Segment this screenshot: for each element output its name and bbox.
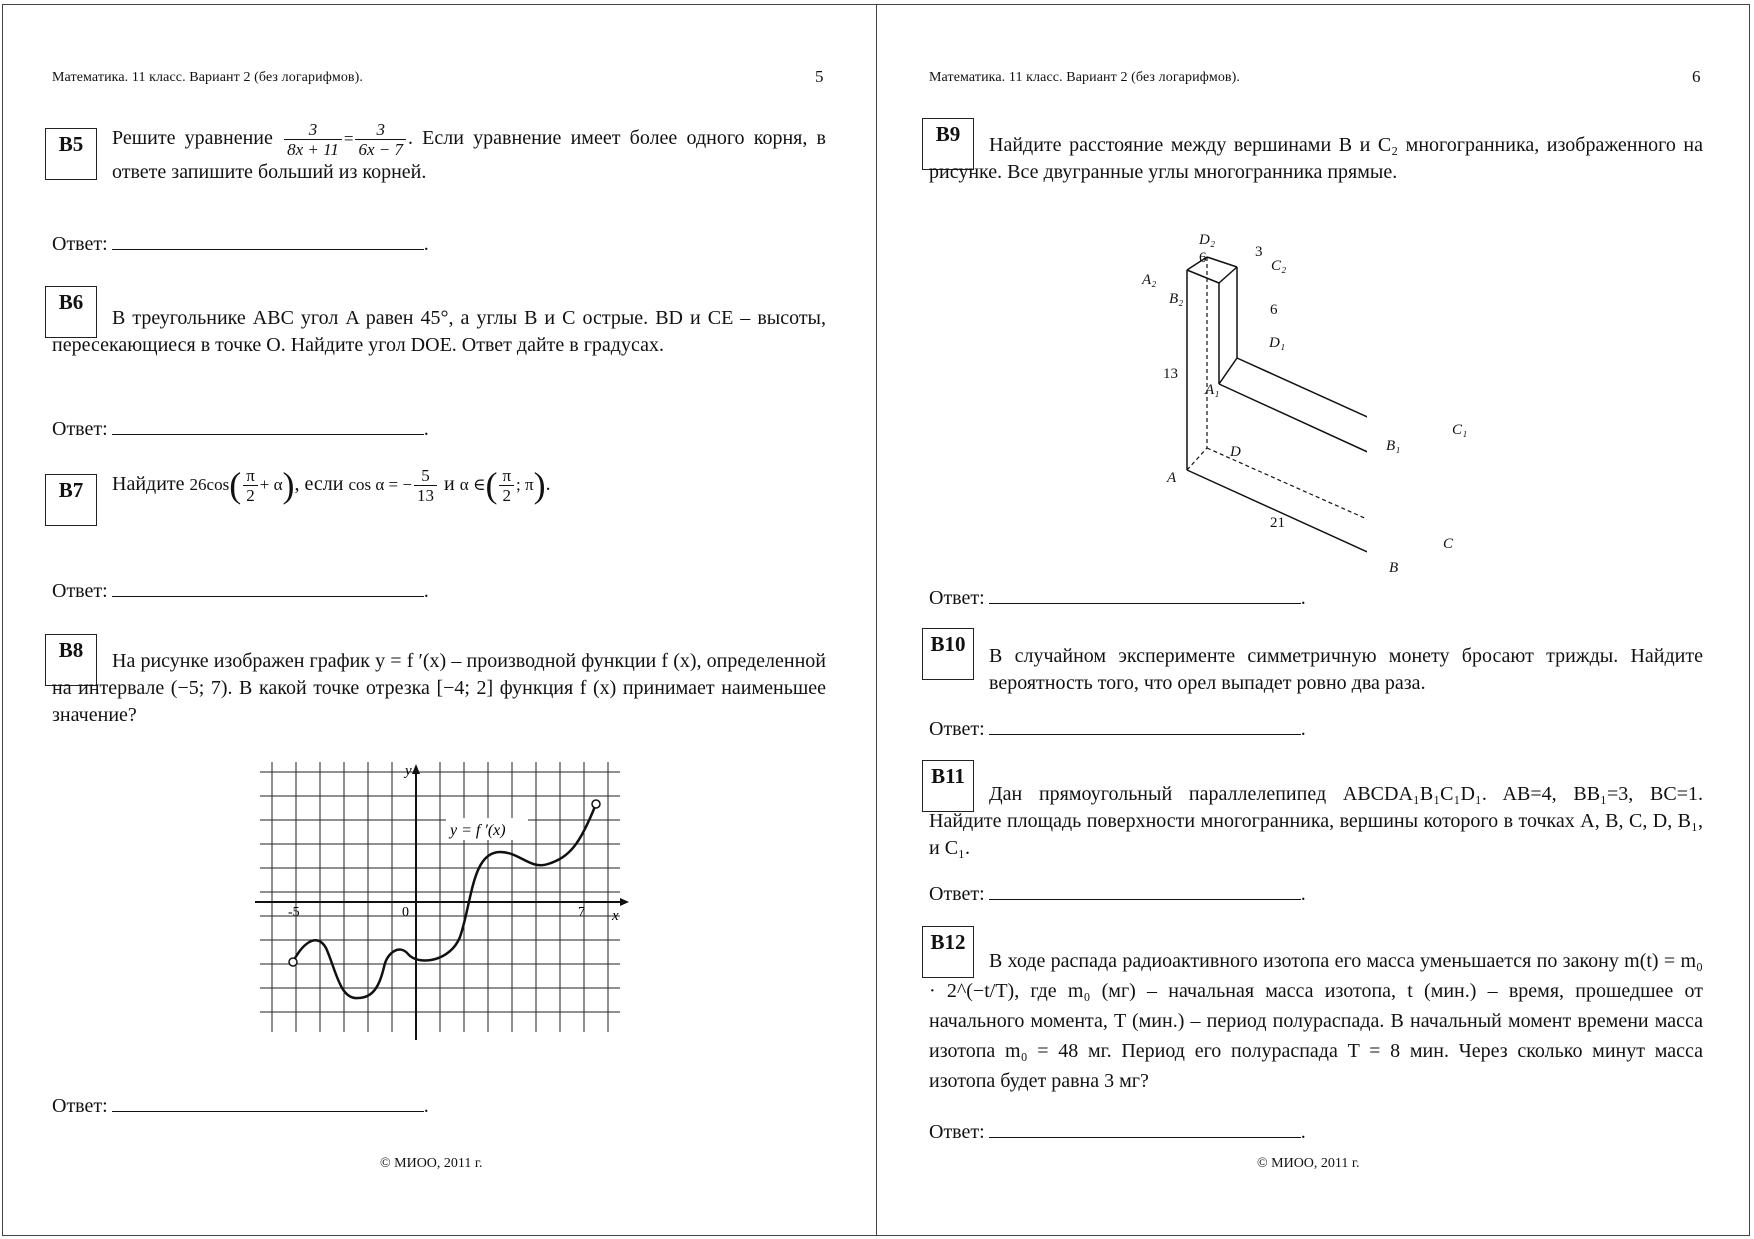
tick-label-minus5: -5 <box>288 905 300 920</box>
task-b9-text: Найдите расстояние между вершинами B и C₂ многогранника, изображенного на рисунке. Все двугранные углы многогранника прямые. <box>929 134 1703 183</box>
task-b10-text: В случайном эксперименте симметричную монету бросают трижды. Найдите вероятность того, что орел выпадет ровно два раза. <box>989 645 1703 694</box>
right-page <box>877 0 1754 1239</box>
answer-line[interactable] <box>112 576 424 597</box>
task-label-b6: B6 <box>45 286 97 338</box>
task-label-b9: B9 <box>922 118 974 170</box>
vertex-label-c: C <box>1443 536 1454 552</box>
graph-grid <box>260 762 620 1032</box>
task-b12-text: В ходе распада радиоактивного изотопа его масса уменьшается по закону m(t) = m₀ · 2^(−t/T), где m₀ (мг) – начальная масса изотопа, t (мин.) – время, прошедшее от начального момента, T (мин.) – период полураспада. В начальный момент времени масса изотопа m₀ = 48 мг. Период его полураспада T = 8 мин. Через сколько минут масса изотопа будет равна 3 мг? <box>929 950 1703 1092</box>
graph-axes <box>255 772 620 1040</box>
page-footer: © МИОО, 2011 г. <box>380 1156 483 1171</box>
open-endpoint-right <box>592 800 600 808</box>
page-header: Математика. 11 класс. Вариант 2 (без логарифмов). <box>929 70 1240 85</box>
vertex-label-a1: A₁ <box>1205 382 1220 398</box>
task-label-b10: B10 <box>922 628 974 680</box>
dimension-3: 3 <box>1255 244 1263 260</box>
page-footer: © МИОО, 2011 г. <box>1257 1156 1360 1171</box>
task-label-b7: B7 <box>45 474 97 526</box>
answer-b6: Ответ: . <box>52 414 429 441</box>
answer-b5: Ответ: . <box>52 229 429 256</box>
vertex-label-a: A <box>1167 470 1177 486</box>
page-number: 5 <box>815 67 824 86</box>
page-header: Математика. 11 класс. Вариант 2 (без логарифмов). <box>52 70 363 85</box>
y-axis-arrow <box>412 764 420 774</box>
task-b6-text: В треугольнике ABC угол A равен 45°, а углы B и C острые. BD и CE – высоты, пересекающиеся в точке O. Найдите угол DOE. Ответ дайте в градусах. <box>52 307 826 356</box>
task-b8-text: На рисунке изображен график y = f ′(x) – производной функции f (x), определенной на интервале (−5; 7). В какой точке отрезка [−4; 2] функция f (x) принимает наименьшее значение? <box>52 650 826 726</box>
vertex-label-d2: D₂ <box>1199 232 1216 248</box>
curve-label: y = f ′(x) <box>450 822 506 839</box>
vertex-label-c1: C₁ <box>1452 422 1468 438</box>
answer-b9: Ответ: . <box>929 583 1306 610</box>
vertex-label-b2: B₂ <box>1169 291 1184 307</box>
answer-b7: Ответ: . <box>52 576 429 603</box>
answer-line[interactable] <box>989 879 1301 900</box>
task-b5-text: Решите уравнение $\frac{3}{8x + 11}$ = $\frac{3}{6x - 7}$ . Если уравнение имеет более одного корня, в ответе запишите больший из корней. <box>112 120 827 183</box>
x-axis-label: x <box>612 908 619 924</box>
task-label-b12: B12 <box>922 926 974 978</box>
tick-label-7: 7 <box>578 905 585 920</box>
open-endpoint-left <box>289 958 297 966</box>
answer-b8: Ответ: . <box>52 1091 429 1118</box>
y-axis-label: y <box>405 763 412 779</box>
task-b7-text: Найдите 26cos( $\frac{\pi}{2}$ + α), если cos α = − $\frac{5}{13}$ и α ∈( $\frac{\pi}{2}$ ; π). <box>112 465 551 505</box>
answer-line[interactable] <box>989 583 1301 604</box>
answer-line[interactable] <box>989 1117 1301 1138</box>
vertex-label-b: B <box>1389 560 1399 576</box>
dimension-13: 13 <box>1163 366 1178 382</box>
dimension-6-top: 6 <box>1199 250 1207 266</box>
dimension-21: 21 <box>1270 515 1285 531</box>
answer-line[interactable] <box>112 229 424 250</box>
vertex-label-b1: B₁ <box>1386 438 1401 454</box>
answer-b12: Ответ: . <box>929 1117 1306 1144</box>
dimension-6-side: 6 <box>1270 302 1278 318</box>
task-label-b5: B5 <box>45 128 97 180</box>
tick-label-0: 0 <box>402 905 409 920</box>
task-label-b8: B8 <box>45 634 97 686</box>
task-b11-text: Дан прямоугольный параллелепипед ABCDA₁B₁C₁D₁. AB=4, BB₁=3, BC=1. Найдите площадь поверхности многогранника, вершины которого в точках A, B, C, D, B₁, и C₁. <box>929 783 1703 859</box>
page-number: 6 <box>1692 67 1701 86</box>
answer-b10: Ответ: . <box>929 714 1306 741</box>
answer-line[interactable] <box>112 414 424 435</box>
answer-line[interactable] <box>989 714 1301 735</box>
answer-line[interactable] <box>112 1091 424 1112</box>
vertex-label-a2: A₂ <box>1142 272 1157 288</box>
polyhedron-figure <box>1147 230 1367 580</box>
vertex-label-d: D <box>1230 444 1241 460</box>
task-label-b11: B11 <box>922 760 974 812</box>
derivative-graph <box>250 762 630 1040</box>
vertex-label-c2: C₂ <box>1271 258 1287 274</box>
answer-b11: Ответ: . <box>929 879 1306 906</box>
x-axis-arrow <box>620 898 629 906</box>
vertex-label-d1: D₁ <box>1269 335 1286 351</box>
